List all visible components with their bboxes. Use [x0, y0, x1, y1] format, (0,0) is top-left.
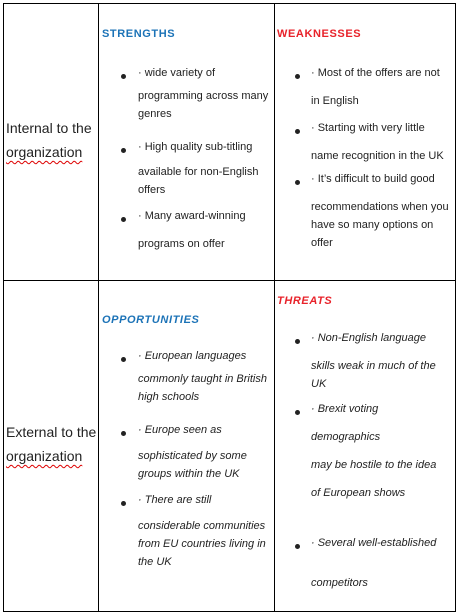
threats-item-3-line2: competitors	[311, 577, 368, 589]
opportunities-item-1	[138, 345, 267, 409]
opportunities-item-1-line1: · European languages	[138, 350, 247, 362]
opportunities-item-2-line1: · Europe seen as	[138, 424, 222, 436]
threats-item-1	[311, 327, 436, 396]
strengths-item-2-line1: · High quality sub-titling	[138, 141, 253, 153]
opportunities-bullet-1	[121, 357, 126, 362]
threats-item-2-line1: · Brexit voting	[311, 403, 379, 415]
opportunities-item-3	[138, 489, 266, 574]
weaknesses-item-1	[311, 62, 440, 113]
opportunities-item-3-line2: considerable communities	[138, 520, 266, 532]
threats-heading: THREATS	[277, 295, 333, 307]
strengths-bullet-1	[121, 74, 126, 79]
opportunities-item-2	[138, 419, 247, 486]
threats-item-1-line3: UK	[311, 378, 327, 390]
weaknesses-item-3-line2: recommendations when you	[311, 201, 449, 213]
column-divider-2	[274, 4, 275, 611]
opportunities-item-1-line2: commonly taught in British	[138, 373, 267, 385]
opportunities-heading: OPPORTUNITIES	[102, 314, 200, 326]
strengths-item-1-line3: genres	[138, 108, 172, 120]
opportunities-item-3-line1: · There are still	[138, 494, 212, 506]
row-label-external	[6, 420, 96, 468]
weaknesses-bullet-2	[295, 129, 300, 134]
weaknesses-item-3-line4: offer	[311, 237, 333, 249]
threats-bullet-3	[295, 544, 300, 549]
weaknesses-bullet-3	[295, 180, 300, 185]
strengths-bullet-2	[121, 148, 126, 153]
threats-item-3-line1: · Several well-established	[311, 537, 437, 549]
threats-bullet-2	[295, 410, 300, 415]
strengths-item-2-line3: offers	[138, 184, 166, 196]
strengths-item-2-line2: available for non-English	[138, 166, 259, 178]
row-label-internal	[6, 116, 92, 164]
opportunities-item-3-line3: from EU countries living in	[138, 538, 266, 550]
threats-item-2-line4: of European shows	[311, 487, 406, 499]
row-divider	[4, 280, 455, 281]
weaknesses-item-3	[311, 168, 449, 255]
threats-item-1-line2: skills weak in much of the	[311, 360, 436, 372]
strengths-item-2	[138, 136, 258, 202]
threats-item-2-line2: demographics	[311, 431, 381, 443]
weaknesses-bullet-1	[295, 74, 300, 79]
weaknesses-item-1-line1: · Most of the offers are not	[311, 67, 440, 79]
strengths-bullet-3	[121, 217, 126, 222]
opportunities-item-3-line4: the UK	[138, 556, 172, 568]
row-label-external-line2: organization	[6, 448, 83, 464]
opportunities-item-2-line3: groups within the UK	[138, 468, 240, 480]
weaknesses-item-1-line2: in English	[311, 95, 359, 107]
strengths-item-1-line1: · wide variety of	[138, 67, 216, 79]
opportunities-item-2-line2: sophisticated by some	[138, 450, 247, 462]
opportunities-bullet-3	[121, 501, 126, 506]
weaknesses-heading: WEAKNESSES	[277, 28, 362, 40]
threats-item-2-line3: may be hostile to the idea	[311, 459, 437, 471]
weaknesses-item-2	[311, 117, 444, 168]
weaknesses-item-2-line1: · Starting with very little	[311, 122, 425, 134]
weaknesses-item-3-line3: have so many options on	[311, 219, 434, 231]
threats-item-1-line1: · Non-English language	[311, 332, 426, 344]
swot-table	[3, 3, 456, 612]
threats-item-2	[311, 398, 436, 505]
row-label-external-line1: External to the	[6, 424, 97, 440]
strengths-item-1-line2: programming across many	[138, 90, 269, 102]
strengths-item-1	[138, 62, 268, 126]
strengths-item-3-line2: programs on offer	[138, 238, 225, 250]
column-divider-1	[98, 4, 99, 611]
strengths-item-3-line1: · Many award-winning	[138, 210, 246, 222]
weaknesses-item-2-line2: name recognition in the UK	[311, 150, 444, 162]
threats-item-3	[311, 532, 436, 595]
threats-bullet-1	[295, 339, 300, 344]
row-label-internal-line2: organization	[6, 144, 83, 160]
opportunities-bullet-2	[121, 431, 126, 436]
weaknesses-item-3-line1: · It’s difficult to build good	[311, 173, 435, 185]
strengths-heading: STRENGTHS	[102, 28, 176, 40]
row-label-internal-line1: Internal to the	[6, 120, 92, 136]
opportunities-item-1-line3: high schools	[138, 391, 200, 403]
strengths-item-3	[138, 205, 246, 256]
